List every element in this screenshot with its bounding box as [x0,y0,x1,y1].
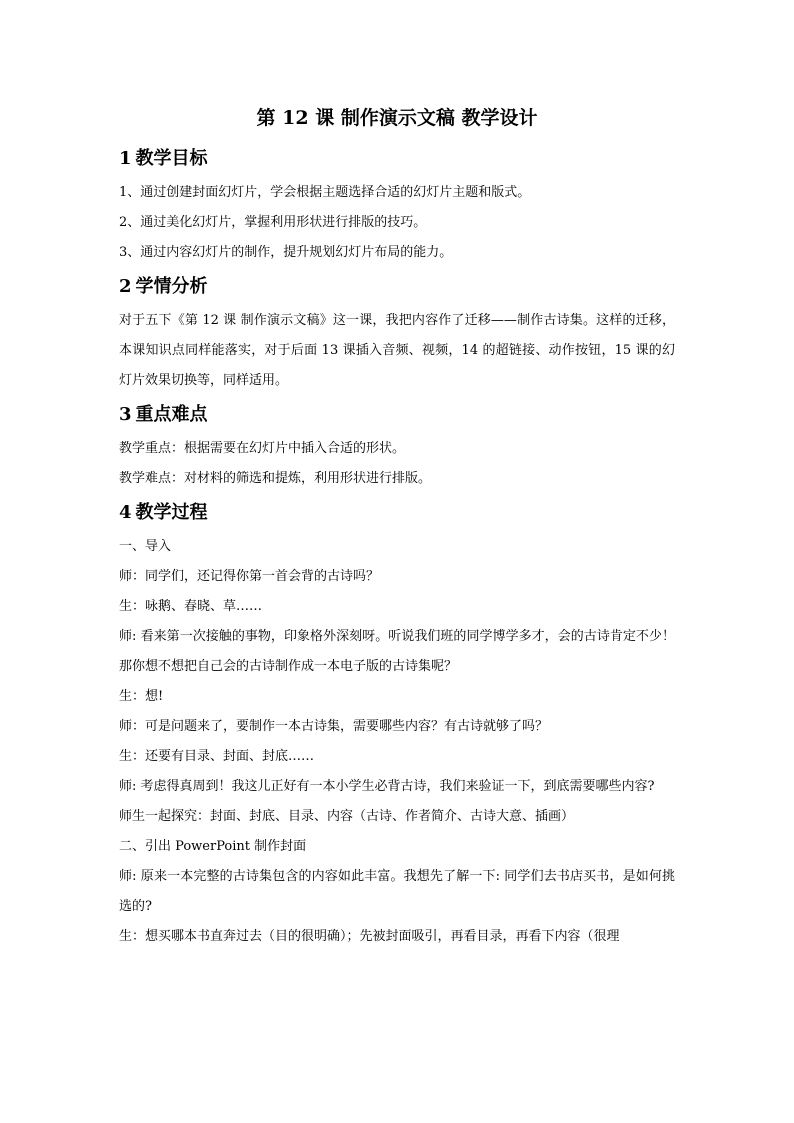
section-heading [119,402,675,428]
paragraph: 生：还要有目录、封面、封底…… [119,749,315,764]
section-teaching-goals [119,146,675,268]
document-body [119,104,675,952]
paragraph: 教学难点：对材料的筛选和提炼，利用形状进行排版。 [119,471,432,486]
section-key-points [119,402,675,494]
paragraph: 生：咏鹅、春晓、草…… [119,599,263,614]
paragraph: 师：可是问题来了，要制作一本古诗集，需要哪些内容？有古诗就够了吗？ [119,719,549,734]
paragraph: 2、通过美化幻灯片，掌握利用形状进行排版的技巧。 [119,215,427,230]
section-number: 4 [119,502,132,523]
paragraph: 3、通过内容幻灯片的制作，提升规划幻灯片布局的能力。 [119,245,453,260]
paragraph: 师：同学们，还记得你第一首会背的古诗吗？ [119,569,380,584]
section-title: 学情分析 [135,276,208,297]
section-heading [119,274,675,300]
paragraph: 一、导入 [119,539,172,554]
section-number: 2 [119,276,132,297]
section-teaching-process [119,500,675,952]
section-heading [119,146,675,172]
page-title: 第 12 课 制作演示文稿 教学设计 [256,107,538,129]
section-title: 重点难点 [135,404,208,425]
section-heading [119,500,675,526]
paragraph: 教学重点：根据需要在幻灯片中插入合适的形状。 [119,441,406,456]
section-title: 教学过程 [135,502,208,523]
paragraph: 对于五下《第 12 课 制作演示文稿》这一课，我把内容作了迁移——制作古诗集。这样的迁移，本课知识点同样能落实，对于后面 13 课插入音频、视频，14 的超链接、动作按钮，15 课的幻灯片效果切换等，同样适用。 [119,313,675,388]
paragraph: 生：想! [119,689,164,704]
section-learner-analysis [119,274,675,396]
paragraph: 1、通过创建封面幻灯片，学会根据主题选择合适的幻灯片主题和版式。 [119,185,531,200]
paragraph: 师生一起探究：封面、封底、目录、内容（古诗、作者简介、古诗大意、插画） [119,809,575,824]
paragraph: 生：想买哪本书直奔过去（目的很明确）；先被封面吸引，再看目录，再看下内容（很理 [119,929,620,944]
paragraph: 师: 看来第一次接触的事物，印象格外深刻呀。听说我们班的同学博学多才，会的古诗肯定不少！那你想不想把自己会的古诗制作成一本电子版的古诗集呢？ [119,629,675,674]
paragraph: 师: 原来一本完整的古诗集包含的内容如此丰富。我想先了解一下: 同学们去书店买书，是如何挑选的? [119,869,675,914]
paragraph: 师: 考虑得真周到！我这儿正好有一本小学生必背古诗，我们来验证一下，到底需要哪些内容? [119,779,655,794]
paragraph: 二、引出 PowerPoint 制作封面 [119,839,307,854]
section-number: 1 [119,148,132,169]
section-title: 教学目标 [135,148,208,169]
section-number: 3 [119,404,132,425]
